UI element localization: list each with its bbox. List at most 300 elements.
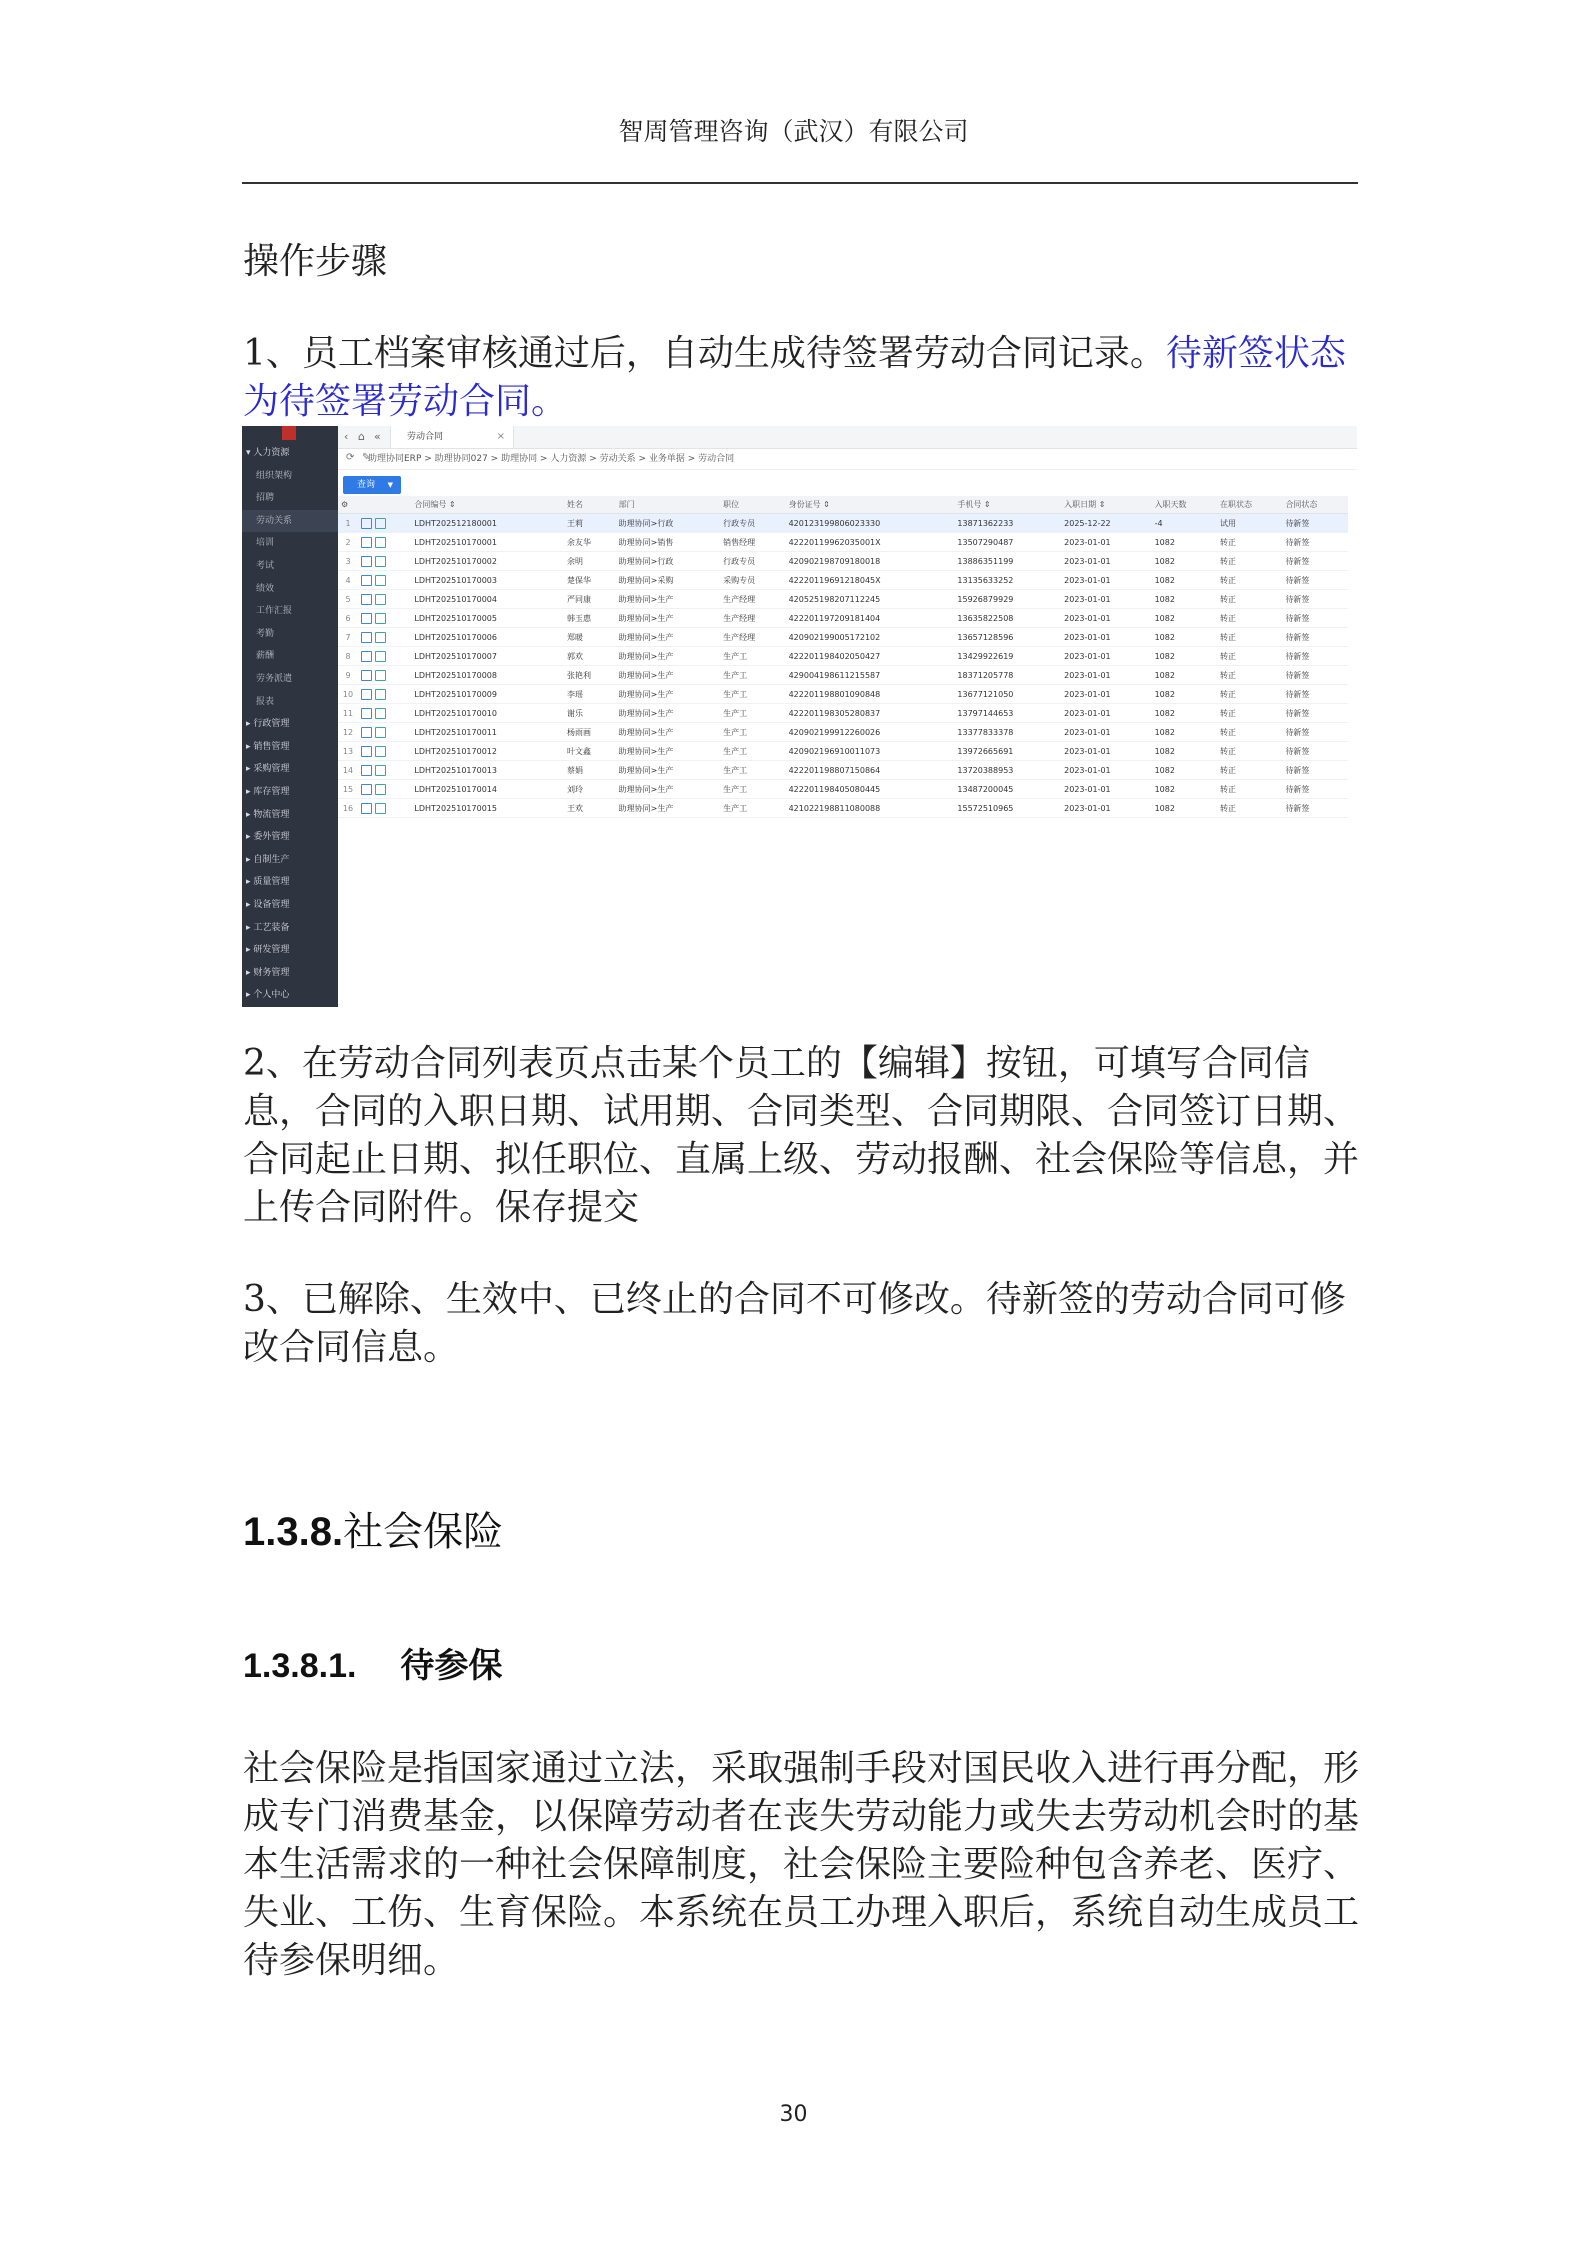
table-cell: 2023-01-01	[1061, 723, 1151, 742]
row-index: 2	[338, 533, 358, 552]
edit-icon[interactable]	[361, 727, 372, 738]
row-actions	[358, 647, 411, 666]
edit-icon[interactable]	[361, 632, 372, 643]
table-cell: 13635822508	[954, 609, 1061, 628]
edit-icon[interactable]	[361, 689, 372, 700]
table-cell: 2023-01-01	[1061, 704, 1151, 723]
table-row[interactable]	[338, 742, 1348, 761]
view-icon[interactable]	[375, 575, 386, 586]
table-cell: 助理协同>生产	[616, 647, 721, 666]
row-actions	[358, 685, 411, 704]
row-index: 12	[338, 723, 358, 742]
table-cell: 待新签	[1282, 780, 1348, 799]
table-row[interactable]	[338, 666, 1348, 685]
row-index: 16	[338, 799, 358, 818]
edit-icon[interactable]	[361, 708, 372, 719]
table-cell: 郑暖	[564, 628, 616, 647]
sidebar-item[interactable]: 工作汇报	[256, 606, 293, 617]
sidebar-item[interactable]: ▸ 委外管理	[246, 832, 290, 843]
row-index: 13	[338, 742, 358, 761]
sidebar-item[interactable]: ▸ 个人中心	[246, 990, 290, 1001]
table-cell: 1082	[1152, 761, 1217, 780]
edit-icon[interactable]	[361, 594, 372, 605]
sidebar-item[interactable]: ▸ 质量管理	[246, 877, 290, 888]
table-cell: 13871362233	[954, 514, 1061, 533]
sidebar-item[interactable]: 劳动关系	[242, 510, 338, 532]
table-cell: 严同康	[564, 590, 616, 609]
table-cell: 1082	[1152, 571, 1217, 590]
table-cell: 2023-01-01	[1061, 666, 1151, 685]
table-cell: 转正	[1217, 647, 1282, 666]
step-1-highlight: 待新签状态为待签署劳动合同。	[243, 333, 1346, 422]
column-header[interactable]: 合同状态	[1282, 496, 1348, 514]
table-cell: 生产工	[720, 685, 785, 704]
table-cell: 叶文鑫	[564, 742, 616, 761]
table-cell: 谢乐	[564, 704, 616, 723]
table-cell: 待新签	[1282, 761, 1348, 780]
table-cell: 420902196910011073	[786, 742, 955, 761]
table-cell: 1082	[1152, 609, 1217, 628]
column-header[interactable]: 合同编号 ⇕	[411, 496, 564, 514]
sidebar-item[interactable]: 劳务派遣	[256, 674, 293, 684]
table-cell: 生产工	[720, 742, 785, 761]
view-icon[interactable]	[375, 556, 386, 567]
table-cell: 待新签	[1282, 533, 1348, 552]
subheading-text: 待参保	[400, 1646, 503, 1686]
sidebar-item[interactable]: 绩效	[256, 583, 275, 594]
row-index: 4	[338, 571, 358, 590]
table-cell: 420902199005172102	[786, 628, 955, 647]
table-cell: 2023-01-01	[1061, 609, 1151, 628]
row-index: 8	[338, 647, 358, 666]
table-cell: 转正	[1217, 704, 1282, 723]
column-header[interactable]: 部门	[616, 496, 721, 514]
table-cell: 2023-01-01	[1061, 533, 1151, 552]
table-cell: LDHT202510170013	[411, 761, 564, 780]
header-divider	[242, 182, 1358, 184]
heading-social-insurance	[243, 1500, 503, 1557]
tab-bar	[338, 426, 1357, 449]
table-cell: 422201198305280837	[786, 704, 955, 723]
row-actions	[358, 514, 411, 533]
tab-labor-contract[interactable]	[390, 426, 514, 448]
edit-icon[interactable]	[361, 518, 372, 529]
table-cell: 转正	[1217, 571, 1282, 590]
sidebar	[242, 426, 338, 1007]
table-cell: 助理协同>生产	[616, 723, 721, 742]
table-cell: 420902199912260026	[786, 723, 955, 742]
table-cell: 15926879929	[954, 590, 1061, 609]
table-cell: 韩玉惠	[564, 609, 616, 628]
table-cell: 转正	[1217, 742, 1282, 761]
table-cell: 2023-01-01	[1061, 742, 1151, 761]
query-button-label: 查询	[357, 480, 376, 490]
step-3-paragraph: 3、已解除、生效中、已终止的合同不可修改。待新签的劳动合同可修改合同信息。	[243, 1279, 1346, 1368]
table-cell: 422201198801090848	[786, 685, 955, 704]
row-index: 3	[338, 552, 358, 571]
column-header[interactable]: 在职状态	[1217, 496, 1282, 514]
view-icon[interactable]	[375, 518, 386, 529]
table-cell: 420525198207112245	[786, 590, 955, 609]
pin-icon[interactable]: ✎	[362, 452, 371, 463]
table-cell: 助理协同>生产	[616, 666, 721, 685]
edit-icon[interactable]	[361, 670, 372, 681]
table-cell: 转正	[1217, 628, 1282, 647]
table-cell: 待新签	[1282, 590, 1348, 609]
table-cell: 待新签	[1282, 704, 1348, 723]
table-row[interactable]	[338, 628, 1348, 647]
row-actions	[358, 533, 411, 552]
table-cell: -4	[1152, 514, 1217, 533]
table-cell: 王莉	[564, 514, 616, 533]
table-cell: 助理协同>采购	[616, 571, 721, 590]
table-row[interactable]	[338, 647, 1348, 666]
column-header[interactable]: 入职天数	[1152, 496, 1217, 514]
sidebar-item[interactable]: 招聘	[256, 493, 275, 504]
table-cell: 13429922619	[954, 647, 1061, 666]
table-cell: 2023-01-01	[1061, 780, 1151, 799]
step-2-paragraph: 2、在劳动合同列表页点击某个员工的【编辑】按钮，可填写合同信息，合同的入职日期、试用期、合同类型、合同期限、合同签订日期、合同起止日期、拟任职位、直属上级、劳动报酬、社会保险等信息，并上传合同附件。保存提交	[243, 1043, 1360, 1228]
page-number: 30	[779, 2102, 808, 2127]
sidebar-item[interactable]: ▸ 物流管理	[246, 809, 290, 820]
table-cell: 2025-12-22	[1061, 514, 1151, 533]
contract-table	[338, 496, 1348, 818]
table-cell: 420902198709180018	[786, 552, 955, 571]
edit-icon[interactable]	[361, 784, 372, 795]
edit-icon[interactable]	[361, 746, 372, 757]
table-cell: 待新签	[1282, 552, 1348, 571]
social-insurance-paragraph: 社会保险是指国家通过立法，采取强制手段对国民收入进行再分配，形成专门消费基金，以保障劳动者在丧失劳动能力或失去劳动机会时的基本生活需求的一种社会保障制度，社会保险主要险种包含养老、医疗、失业、工伤、生育保险。本系统在员工办理入职后，系统自动生成员工待参保明细。	[243, 1748, 1360, 1981]
row-actions	[358, 723, 411, 742]
table-cell: 422201198807150864	[786, 761, 955, 780]
table-cell: 行政专员	[720, 552, 785, 571]
sidebar-item[interactable]: 薪酬	[256, 651, 275, 662]
table-cell: 2023-01-01	[1061, 647, 1151, 666]
table-cell: 助理协同>行政	[616, 514, 721, 533]
table-row[interactable]	[338, 761, 1348, 780]
view-icon[interactable]	[375, 708, 386, 719]
sidebar-item[interactable]: 培训	[256, 538, 275, 549]
table-cell: 余友华	[564, 533, 616, 552]
table-cell: 转正	[1217, 799, 1282, 818]
row-index: 10	[338, 685, 358, 704]
table-cell: 生产经理	[720, 628, 785, 647]
table-cell: 422201197209181404	[786, 609, 955, 628]
table-cell: 18371205778	[954, 666, 1061, 685]
edit-icon[interactable]	[361, 765, 372, 776]
table-cell: 转正	[1217, 685, 1282, 704]
table-cell: LDHT202510170002	[411, 552, 564, 571]
edit-icon[interactable]	[361, 613, 372, 624]
table-header-row	[338, 496, 1348, 514]
row-actions	[358, 742, 411, 761]
sidebar-item[interactable]: 考勤	[256, 628, 275, 639]
table-cell: 助理协同>生产	[616, 685, 721, 704]
table-cell: 待新签	[1282, 723, 1348, 742]
table-cell: LDHT202510170010	[411, 704, 564, 723]
table-cell: 13720388953	[954, 761, 1061, 780]
settings-gear-icon[interactable]: ⚙	[338, 496, 358, 514]
sidebar-item[interactable]: 报表	[256, 696, 275, 707]
table-cell: 刘玲	[564, 780, 616, 799]
ops-column-header	[358, 496, 411, 514]
view-icon[interactable]	[375, 765, 386, 776]
row-actions	[358, 799, 411, 818]
table-cell: 助理协同>生产	[616, 761, 721, 780]
view-icon[interactable]	[375, 613, 386, 624]
table-cell: 2023-01-01	[1061, 571, 1151, 590]
table-cell: 行政专员	[720, 514, 785, 533]
edit-icon[interactable]	[361, 556, 372, 567]
sidebar-item[interactable]: ▸ 库存管理	[246, 787, 290, 797]
table-row[interactable]	[338, 533, 1348, 552]
column-header[interactable]: 手机号 ⇕	[954, 496, 1061, 514]
table-cell: 1082	[1152, 704, 1217, 723]
table-cell: 试用	[1217, 514, 1282, 533]
table-row[interactable]	[338, 723, 1348, 742]
table-cell: 待新签	[1282, 609, 1348, 628]
edit-icon[interactable]	[361, 575, 372, 586]
table-row[interactable]	[338, 780, 1348, 799]
table-cell: 生产工	[720, 780, 785, 799]
row-actions	[358, 628, 411, 647]
heading-number: 1.3.8.	[243, 1510, 344, 1554]
column-header[interactable]: 职位	[720, 496, 785, 514]
row-actions	[358, 761, 411, 780]
edit-icon[interactable]	[361, 651, 372, 662]
sidebar-item[interactable]: ▸ 财务管理	[246, 967, 290, 978]
step-1-paragraph	[243, 330, 1363, 426]
row-index: 14	[338, 761, 358, 780]
table-row[interactable]	[338, 704, 1348, 723]
table-cell: 李瑶	[564, 685, 616, 704]
table-cell: 42220119962035001X	[786, 533, 955, 552]
table-cell: 待新签	[1282, 571, 1348, 590]
table-cell: 转正	[1217, 761, 1282, 780]
table-cell: 助理协同>生产	[616, 742, 721, 761]
table-row[interactable]	[338, 514, 1348, 533]
collapse-icon[interactable]: «	[374, 430, 381, 443]
table-cell: 13886351199	[954, 552, 1061, 571]
table-cell: 2023-01-01	[1061, 552, 1151, 571]
view-icon[interactable]	[375, 803, 386, 814]
embedded-screenshot	[242, 426, 1357, 1007]
row-index: 11	[338, 704, 358, 723]
table-cell: 待新签	[1282, 628, 1348, 647]
sidebar-item[interactable]: ▸ 自制生产	[246, 854, 290, 865]
table-body	[338, 514, 1348, 818]
step-1-text: 1、员工档案审核通过后，自动生成待签署劳动合同记录。	[243, 333, 1166, 374]
home-icon[interactable]: ⌂	[358, 430, 365, 443]
table-cell: LDHT202512180001	[411, 514, 564, 533]
view-icon[interactable]	[375, 651, 386, 662]
sidebar-item[interactable]: ▾ 人力资源	[246, 448, 290, 458]
row-actions	[358, 590, 411, 609]
table-cell: 42220119691218045X	[786, 571, 955, 590]
sidebar-item[interactable]: 考试	[256, 561, 275, 571]
chevron-down-icon: ▼	[387, 481, 393, 489]
table-cell: 助理协同>销售	[616, 533, 721, 552]
table-cell: 助理协同>生产	[616, 780, 721, 799]
table-cell: 生产工	[720, 647, 785, 666]
table-cell: 采购专员	[720, 571, 785, 590]
row-actions	[358, 552, 411, 571]
table-cell: 1082	[1152, 647, 1217, 666]
query-button[interactable]	[343, 476, 401, 494]
table-cell: 13677121050	[954, 685, 1061, 704]
table-cell: 1082	[1152, 666, 1217, 685]
table-cell: LDHT202510170006	[411, 628, 564, 647]
column-header[interactable]: 姓名	[564, 496, 616, 514]
table-cell: 422201198402050427	[786, 647, 955, 666]
table-cell: 蔡娟	[564, 761, 616, 780]
table-cell: 助理协同>生产	[616, 704, 721, 723]
table-cell: 转正	[1217, 533, 1282, 552]
table-cell: 转正	[1217, 590, 1282, 609]
table-cell: 1082	[1152, 628, 1217, 647]
edit-icon[interactable]	[361, 537, 372, 548]
table-cell: 余明	[564, 552, 616, 571]
table-cell: 13487200045	[954, 780, 1061, 799]
view-icon[interactable]	[375, 537, 386, 548]
table-cell: LDHT202510170004	[411, 590, 564, 609]
refresh-icon[interactable]: ⟳	[346, 452, 355, 463]
table-cell: 王欢	[564, 799, 616, 818]
table-row[interactable]	[338, 590, 1348, 609]
table-cell: 生产工	[720, 704, 785, 723]
table-cell: 422201198405080445	[786, 780, 955, 799]
table-cell: 助理协同>行政	[616, 552, 721, 571]
sidebar-item[interactable]: ▸ 销售管理	[246, 741, 290, 752]
sidebar-item[interactable]: ▸ 研发管理	[246, 945, 290, 956]
sidebar-item[interactable]: ▸ 工艺装备	[246, 922, 290, 933]
table-row[interactable]	[338, 685, 1348, 704]
view-icon[interactable]	[375, 594, 386, 605]
view-icon[interactable]	[375, 746, 386, 757]
table-cell: 13972665691	[954, 742, 1061, 761]
row-index: 5	[338, 590, 358, 609]
table-cell: 2023-01-01	[1061, 628, 1151, 647]
back-icon[interactable]: ‹	[344, 430, 349, 443]
row-actions	[358, 704, 411, 723]
table-cell: 杨雨画	[564, 723, 616, 742]
sidebar-item[interactable]: ▸ 设备管理	[246, 900, 290, 910]
row-index: 6	[338, 609, 358, 628]
table-cell: 待新签	[1282, 514, 1348, 533]
table-cell: 楚保华	[564, 571, 616, 590]
table-cell: 张艳利	[564, 666, 616, 685]
table-cell: 420123199806023330	[786, 514, 955, 533]
section-title-steps: 操作步骤	[243, 241, 388, 282]
table-cell: 429004198611215587	[786, 666, 955, 685]
table-cell: 13135633252	[954, 571, 1061, 590]
table-cell: 13657128596	[954, 628, 1061, 647]
table-cell: LDHT202510170007	[411, 647, 564, 666]
row-actions	[358, 666, 411, 685]
sidebar-item[interactable]: ▸ 采购管理	[246, 764, 290, 775]
table-row[interactable]	[338, 799, 1348, 818]
table-cell: LDHT202510170009	[411, 685, 564, 704]
view-icon[interactable]	[375, 727, 386, 738]
table-cell: 生产工	[720, 799, 785, 818]
row-index: 9	[338, 666, 358, 685]
table-cell: 13507290487	[954, 533, 1061, 552]
table-cell: LDHT202510170014	[411, 780, 564, 799]
table-cell: 待新签	[1282, 666, 1348, 685]
close-icon[interactable]: ×	[496, 431, 505, 442]
table-row[interactable]	[338, 571, 1348, 590]
table-cell: 待新签	[1282, 685, 1348, 704]
row-index: 7	[338, 628, 358, 647]
table-row[interactable]	[338, 609, 1348, 628]
app-logo-icon	[282, 426, 296, 440]
view-icon[interactable]	[375, 632, 386, 643]
sidebar-item[interactable]: 组织架构	[256, 470, 293, 481]
table-cell: LDHT202510170008	[411, 666, 564, 685]
sidebar-item[interactable]: ▸ 行政管理	[246, 719, 290, 730]
table-cell: 待新签	[1282, 742, 1348, 761]
table-cell: LDHT202510170012	[411, 742, 564, 761]
table-cell: 1082	[1152, 723, 1217, 742]
breadcrumb: 助理协同ERP > 助理协同027 > 助理协同 > 人力资源 > 劳动关系 > 业务单据 > 劳动合同	[338, 448, 1357, 470]
subheading-pending-enrollment	[243, 1638, 502, 1687]
table-cell: 转正	[1217, 609, 1282, 628]
table-cell: 13377833378	[954, 723, 1061, 742]
view-icon[interactable]	[375, 784, 386, 795]
table-cell: 2023-01-01	[1061, 590, 1151, 609]
table-cell: 待新签	[1282, 799, 1348, 818]
table-cell: LDHT202510170005	[411, 609, 564, 628]
tab-label: 劳动合同	[407, 432, 444, 442]
table-cell: 生产经理	[720, 609, 785, 628]
table-cell: 1082	[1152, 780, 1217, 799]
table-cell: 助理协同>生产	[616, 628, 721, 647]
row-actions	[358, 571, 411, 590]
table-cell: 待新签	[1282, 647, 1348, 666]
table-cell: 郭欢	[564, 647, 616, 666]
table-cell: LDHT202510170003	[411, 571, 564, 590]
view-icon[interactable]	[375, 689, 386, 700]
column-header[interactable]: 入职日期 ⇕	[1061, 496, 1151, 514]
page-header-company: 智周管理咨询（武汉）有限公司	[618, 117, 969, 146]
table-cell: 1082	[1152, 799, 1217, 818]
table-cell: 2023-01-01	[1061, 685, 1151, 704]
table-cell: 转正	[1217, 780, 1282, 799]
row-actions	[358, 609, 411, 628]
table-row[interactable]	[338, 552, 1348, 571]
table-cell: 转正	[1217, 666, 1282, 685]
table-cell: LDHT202510170011	[411, 723, 564, 742]
table-cell: 助理协同>生产	[616, 799, 721, 818]
row-actions	[358, 780, 411, 799]
view-icon[interactable]	[375, 670, 386, 681]
edit-icon[interactable]	[361, 803, 372, 814]
table-cell: LDHT202510170015	[411, 799, 564, 818]
table-cell: 2023-01-01	[1061, 761, 1151, 780]
column-header[interactable]: 身份证号 ⇕	[786, 496, 955, 514]
table-cell: 助理协同>生产	[616, 590, 721, 609]
heading-text: 社会保险	[343, 1509, 504, 1555]
table-cell: 421022198811080088	[786, 799, 955, 818]
row-index: 15	[338, 780, 358, 799]
table-cell: 生产工	[720, 666, 785, 685]
table-cell: 1082	[1152, 533, 1217, 552]
table-cell: 13797144653	[954, 704, 1061, 723]
table-cell: 转正	[1217, 552, 1282, 571]
table-cell: 15572510965	[954, 799, 1061, 818]
table-cell: LDHT202510170001	[411, 533, 564, 552]
table-cell: 生产工	[720, 761, 785, 780]
